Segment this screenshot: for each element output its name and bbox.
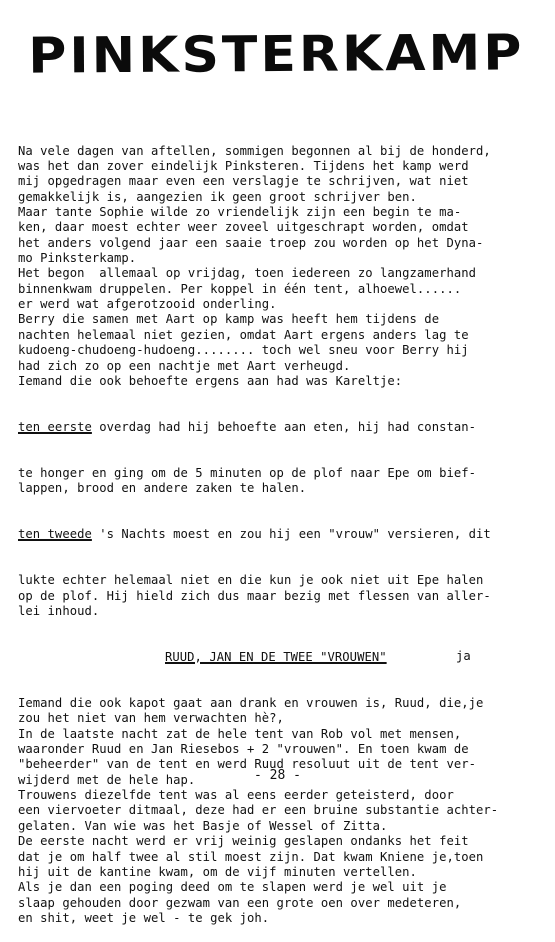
paragraph-block-c — [18, 573, 548, 619]
text-line: een viervoeter ditmaal, deze had er een bruine substantie achter- — [18, 803, 499, 818]
section-heading: RUUD, JAN EN DE TWEE "VROUWEN" — [165, 650, 387, 665]
paragraph-block-b — [18, 466, 548, 497]
text-line: Berry die samen met Aart op kamp was heeft hem tijdens de — [18, 312, 440, 327]
text-line: Het begon allemaal op vrijdag, toen iedereen zo langzamerhand — [18, 266, 477, 281]
text-line: er werd wat afgerotzooid onderling. — [18, 297, 277, 312]
title-block — [28, 24, 528, 98]
text-line: "beheerder" van de tent en werd Ruud resoluut uit de tent ver- — [18, 757, 477, 772]
text-line-first — [18, 420, 548, 435]
text-line: had zich zo op een nachtje met Aart verheugd. — [18, 358, 351, 373]
label-ten-eerste: ten eerste — [18, 419, 92, 434]
text-line: was het dan zover eindelijk Pinksteren. Tijdens het kamp werd — [18, 159, 469, 174]
text-line: slaap gehouden door gezwam van een grote oen over medeteren, — [18, 895, 462, 910]
text-line: te honger en ging om de 5 minuten op de plof naar Epe om bief- — [18, 465, 477, 480]
page-title: PINKSTERKAMP — [28, 24, 525, 85]
handwritten-note: ja — [456, 649, 471, 664]
text-line: gemakkelijk is, aangezien ik geen groot schrijver ben. — [18, 189, 417, 204]
text-line: hij uit de kantine kwam, om de vijf minuten vertellen. — [18, 864, 417, 879]
section-heading-row — [18, 650, 548, 665]
text-line: kudoeng-chudoeng-hudoeng........ toch wel sneu voor Berry hij — [18, 343, 469, 358]
text-line: mij opgedragen maar even een verslagje te schrijven, wat niet — [18, 174, 469, 189]
paragraph-block-d — [18, 696, 548, 926]
text-line: lei inhoud. — [18, 604, 100, 618]
page-number: - 28 - — [254, 768, 301, 783]
text-line: mo Pinksterkamp. — [18, 251, 137, 266]
first-text: overdag had hij behoefte aan eten, hij had constan- — [91, 419, 477, 434]
text-line: en shit, weet je wel - te gek joh. — [18, 910, 270, 925]
text-line: het anders volgend jaar een saaie troep zou worden op het Dyna- — [18, 235, 484, 250]
text-line: nachten helemaal niet gezien, omdat Aart ergens anders lag te — [18, 327, 469, 342]
paragraph-block-a — [18, 144, 548, 390]
text-line: zou het niet van hem verwachten hè?, — [18, 711, 284, 726]
text-line: gelaten. Van wie was het Basje of Wessel of Zitta. — [18, 818, 388, 833]
text-line-second — [18, 527, 548, 542]
text-line: Maar tante Sophie wilde zo vriendelijk zijn een begin te ma- — [18, 205, 462, 220]
second-text: 's Nachts moest en zou hij een "vrouw" versieren, dit — [91, 527, 491, 542]
text-line: binnenkwam druppelen. Per koppel in één tent, alhoewel...... — [18, 281, 462, 296]
text-line: lappen, brood en andere zaken te halen. — [18, 481, 307, 496]
text-line: wijderd met de hele hap. — [18, 772, 196, 787]
text-line: De eerste nacht werd er vrij weinig geslapen ondanks het feit — [18, 834, 469, 849]
article-body — [18, 113, 548, 942]
label-ten-tweede: ten tweede — [18, 527, 92, 542]
text-line: Na vele dagen van aftellen, sommigen begonnen al bij de honderd, — [18, 143, 491, 158]
text-line: op de plof. Hij hield zich dus maar bezig met flessen van aller- — [18, 588, 491, 603]
text-line: Iemand die ook behoefte ergens aan had was Kareltje: — [18, 373, 403, 388]
text-line: Als je dan een poging deed om te slapen werd je wel uit je — [18, 880, 447, 895]
text-line: waaronder Ruud en Jan Riesebos + 2 "vrouwen". En toen kwam de — [18, 742, 469, 757]
text-line: lukte echter helemaal niet en die kun je ook niet uit Epe halen — [18, 573, 484, 588]
text-line: Trouwens diezelfde tent was al eens eerder geteisterd, door — [18, 788, 454, 803]
text-line: In de laatste nacht zat de hele tent van Rob vol met mensen, — [18, 726, 462, 741]
text-line: Iemand die ook kapot gaat aan drank en vrouwen is, Ruud, die,je — [18, 696, 484, 711]
text-line: ken, daar moest echter weer zoveel uitgeschrapt worden, omdat — [18, 220, 469, 235]
text-line: dat je om half twee al stil moest zijn. Dat kwam Kniene je,toen — [18, 849, 484, 864]
